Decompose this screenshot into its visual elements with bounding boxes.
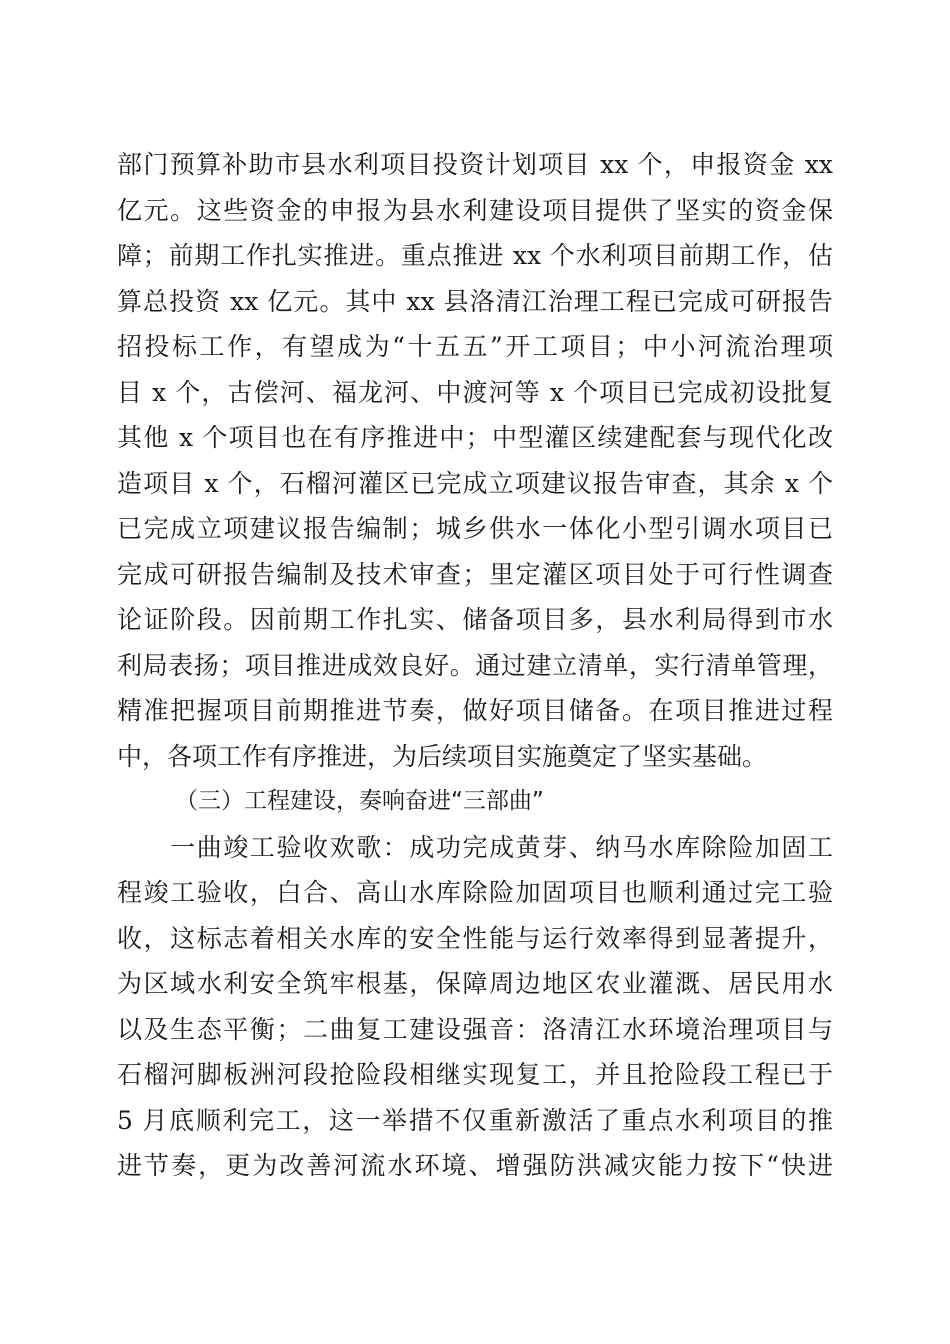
text-line: 部门预算补助市县水利项目投资计划项目 xx 个，申报资金 xx (117, 150, 833, 179)
text-line: 完成可研报告编制及技术审查；里定灌区项目处于可行性调查 (117, 559, 833, 589)
text-line: 障；前期工作扎实推进。重点推进 xx 个水利项目前期工作，估 (117, 241, 833, 270)
text-line: 石榴河脚板洲河段抢险段相继实现复工，并且抢险段工程已于 (117, 1060, 833, 1089)
text-line: 已完成立项建议报告编制；城乡供水一体化小型引调水项目已 (117, 514, 833, 543)
text-line: 论证阶段。因前期工作扎实、储备项目多，县水利局得到市水 (117, 605, 833, 634)
document-body (117, 142, 833, 1189)
text-line: 其他 x 个项目也在有序推进中；中型灌区续建配套与现代化改 (117, 423, 833, 452)
paragraph-project-preparation (117, 142, 833, 779)
text-line: 5 月底顺利完工，这一举措不仅重新激活了重点水利项目的推 (117, 1105, 833, 1135)
text-line: 算总投资 xx 亿元。其中 xx 县洛清江治理工程已完成可研报告 (117, 286, 833, 316)
text-line: 造项目 x 个，石榴河灌区已完成立项建议报告审查，其余 x 个 (117, 468, 833, 498)
text-line: 为区域水利安全筑牢根基，保障周边地区农业灌溉、居民用水 (117, 969, 833, 998)
text-line: 利局表扬；项目推进成效良好。通过建立清单，实行清单管理， (117, 650, 833, 680)
text-line: 收，这标志着相关水库的安全性能与运行效率得到显著提升， (117, 923, 833, 953)
paragraph-engineering-construction (117, 825, 833, 1189)
text-line: 精准把握项目前期推进节奏，做好项目储备。在项目推进过程 (117, 696, 833, 725)
section-heading: （三）工程建设，奏响奋进“三部曲” (175, 788, 544, 814)
text-line: 程竣工验收，白合、高山水库除险加固项目也顺利通过完工验 (117, 878, 833, 907)
text-line: 进节奏，更为改善河流水环境、增强防洪减灾能力按下“快进 (117, 1151, 833, 1180)
text-line: 中，各项工作有序推进，为后续项目实施奠定了坚实基础。 (117, 741, 768, 771)
text-line: 一曲竣工验收欢歌：成功完成黄芽、纳马水库除险加固工 (117, 832, 833, 862)
text-line: 亿元。这些资金的申报为县水利建设项目提供了坚实的资金保 (117, 195, 833, 225)
text-line: 以及生态平衡；二曲复工建设强音：洛清江水环境治理项目与 (117, 1014, 833, 1044)
text-line: 目 x 个，古偿河、福龙河、中渡河等 x 个项目已完成初设批复 (117, 377, 833, 407)
text-line: 招投标工作，有望成为“十五五”开工项目；中小河流治理项 (117, 332, 833, 361)
